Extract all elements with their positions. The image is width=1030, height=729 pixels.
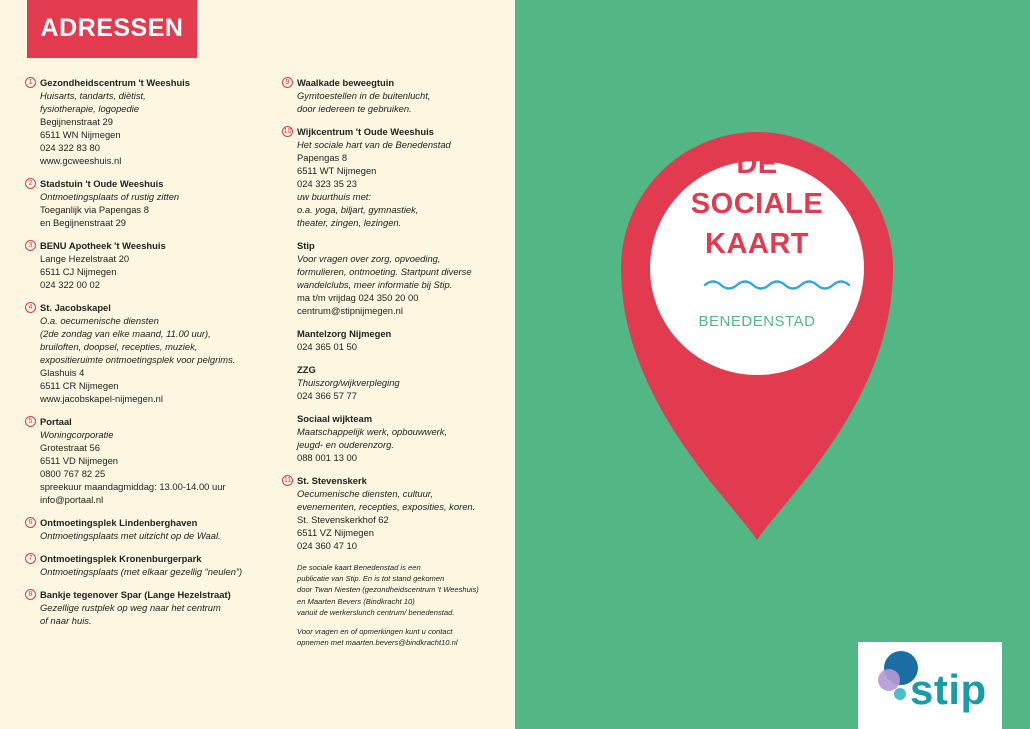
entry-detail-line: 6511 WN Nijmegen [40,129,121,140]
entry-detail-line: 6511 CR Nijmegen [40,380,119,391]
entry-detail-line: Papengas 8 [297,152,348,163]
cover-title-line-3: KAART [705,228,809,260]
entry-detail-line: of naar huis. [40,615,92,626]
logo-bubble-small [894,688,906,700]
entry-detail-line: 6511 WT Nijmegen [297,165,377,176]
entry-detail-line: jeugd- en ouderenzorg. [297,439,394,450]
entry-detail-line: 024 360 47 10 [297,540,357,551]
entry-detail-line: Huisarts, tandarts, diëtist, [40,90,146,101]
entry-number-badge: 11 [283,477,292,484]
colophon-line: publicatie van Stip. En is tot stand gekomen [297,574,445,584]
cover-title-line-1: DE [736,148,778,180]
entry-title: Sociaal wijkteam [297,413,373,424]
colophon-line: door Twan Niesten (gezondheidscentrum 't Weeshuis) [297,585,479,595]
entry-detail-line: Ontmoetingsplaats (met elkaar gezellig “neulen”) [40,566,243,577]
colophon-line: Voor vragen en of opmerkingen kunt u contact [297,627,453,637]
entry-number-badge: 7 [25,553,36,564]
entry-detail-line: www.gcweeshuis.nl [40,155,122,166]
entry-detail-line: 024 323 35 23 [297,178,357,189]
entry-detail-line: Gezellige rustplek op weg naar het centrum [40,602,221,613]
cover-title-line-2: SOCIALE [690,188,824,220]
colophon-line: De sociale kaart Benedenstad is een [297,563,421,572]
entry-detail-line: Thuiszorg/wijkverpleging [297,377,400,388]
entry-detail-line: en Begijnenstraat 29 [40,217,127,228]
colophon-line: vanuit de werkerslunch centrum/ benedenstad. [297,607,455,617]
entry-title: St. Jacobskapel [40,302,111,313]
entry-detail-line: uw buurthuis met: [297,191,371,202]
entry-detail-line: o.a. yoga, biljart, gymnastiek, [297,204,419,215]
entry-number-badge: 8 [25,589,36,600]
entry-title: Ontmoetingsplek Kronenburgerpark [40,553,202,564]
entry-number-badge: 9 [282,77,293,88]
entry-title: Stadstuin 't Oude Weeshuis [40,178,164,189]
entry-detail-line: Begijnenstraat 29 [40,116,113,127]
entry-number-badge: 4 [25,302,36,313]
stip-logo-text: stip [910,666,987,713]
entry-detail-line: 088 001 13 00 [297,452,357,463]
logo-bubble-medium [878,669,900,691]
entry-title: Gezondheidscentrum 't Weeshuis [40,77,190,88]
entry-detail-line: fysiotherapie, logopedie [40,103,140,114]
entry-detail-line: Lange Hezelstraat 20 [40,253,130,264]
entry-title: Stip [297,240,315,251]
entry-detail-line: spreekuur maandagmiddag: 13.00-14.00 uur [40,481,226,492]
entry-detail-line: Het sociale hart van de Benedenstad [297,139,451,150]
entry-title: Mantelzorg Nijmegen [297,328,392,339]
entry-detail-line: Ontmoetingsplaats met uitzicht op de Waal. [40,530,221,541]
entry-title: St. Stevenskerk [297,475,367,486]
entry-detail-line: Woningcorporatie [40,429,114,440]
colophon-line: opnemen met maarten.bevers@bindkracht10.nl [297,638,458,648]
entry-detail-line: formulieren, ontmoeting. Startpunt diverse [297,266,472,277]
entry-title: Bankje tegenover Spar (Lange Hezelstraat) [40,589,231,600]
entry-detail-line: 024 366 57 77 [297,390,357,401]
entry-title: ZZG [297,364,316,375]
entry-detail-line: wandelclubs, meer informatie bij Stip. [297,279,453,290]
entry-detail-line: O.a. oecumenische diensten [40,315,159,326]
entry-detail-line: expositieruimte ontmoetingsplek voor pelgrims. [40,354,236,365]
entry-detail-line: theater, zingen, lezingen. [297,217,402,228]
entry-detail-line: evenementen, recepties, exposities, koren. [297,501,476,512]
entry-detail-line: Grotestraat 56 [40,442,100,453]
entry-detail-line: bruiloften, doopsel, recepties, muziek, [40,341,198,352]
entry-detail-line: www.jacobskapel-nijmegen.nl [40,393,163,404]
entry-detail-line: info@portaal.nl [40,494,104,505]
entry-detail-line: Toeganlijk via Papengas 8 [40,204,149,215]
entry-title: Ontmoetingsplek Lindenberghaven [40,517,198,528]
entry-number-badge: 5 [25,416,36,427]
entry-detail-line: (2de zondag van elke maand, 11.00 uur), [40,328,211,339]
entry-detail-line: centrum@stipnijmegen.nl [297,305,403,316]
entry-title: Wijkcentrum 't Oude Weeshuis [297,126,434,137]
entry-number-badge: 2 [25,178,36,189]
entry-detail-line: 6511 VZ Nijmegen [297,527,374,538]
entry-detail-line: Glashuis 4 [40,367,85,378]
entry-detail-line: ma t/m vrijdag 024 350 20 00 [297,292,419,303]
entry-number-badge: 1 [25,77,36,88]
entry-detail-line: Maatschappelijk werk, opbouwwerk, [297,426,448,437]
entry-detail-line: Oecumenische diensten, cultuur, [297,488,434,499]
entry-title: Portaal [40,416,72,427]
entry-number-badge: 6 [25,517,36,528]
entry-detail-line: door iedereen te gebruiken. [297,103,412,114]
colophon-line: en Maarten Bevers (Bindkracht 10) [297,596,415,606]
entry-detail-line: Ontmoetingsplaats of rustig zitten [40,191,180,202]
entry-detail-line: 0800 767 82 25 [40,468,106,479]
entry-title: BENU Apotheek 't Weeshuis [40,240,166,251]
entry-detail-line: Voor vragen over zorg, opvoeding, [297,253,441,264]
entry-detail-line: 6511 CJ Nijmegen [40,266,117,277]
addresses-heading: ADRESSEN [40,14,184,42]
cover-subtitle: BENEDENSTAD [698,313,816,330]
entry-detail-line: 6511 VD Nijmegen [40,455,118,466]
entry-detail-line: 024 365 01 50 [297,341,357,352]
entry-detail-line: 024 322 83 80 [40,142,100,153]
entry-detail-line: Gymtoestellen in de buitenlucht, [297,90,431,101]
entry-detail-line: 024 322 00 02 [40,279,100,290]
entry-detail-line: St. Stevenskerkhof 62 [297,514,389,525]
entry-number-badge: 10 [283,128,292,135]
entry-number-badge: 3 [25,240,36,251]
entry-title: Waalkade beweegtuin [297,77,395,88]
